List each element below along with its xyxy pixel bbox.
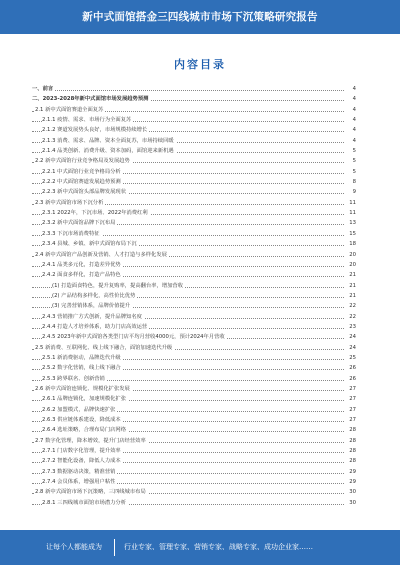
- toc-entry-page: 29: [347, 477, 356, 487]
- toc-entry-label: 2.6 新中式面馆连锁化、规模化扩张发展: [35, 384, 132, 394]
- toc-entry-label: 2.1.1 疫情、需求、市场行为全面复苏: [42, 115, 133, 125]
- toc-entry[interactable]: [32, 394, 356, 404]
- toc-entry-label: 2.2.2 中式面馆赛道发展趋势预测: [42, 177, 123, 187]
- toc-entry-page: 5: [351, 167, 356, 177]
- header-bar: [0, 0, 400, 34]
- toc-entry-page: 23: [347, 322, 356, 332]
- toc-entry-label: 2.4 新中式面馆产品创新及营销、人才打造与多样化发展: [35, 250, 169, 260]
- toc-entry[interactable]: [32, 415, 356, 425]
- toc-entry[interactable]: [32, 177, 356, 187]
- toc-entry-page: 26: [347, 363, 356, 373]
- toc-entry-page: 27: [347, 405, 356, 415]
- toc-entry[interactable]: [32, 260, 356, 270]
- table-of-contents: [32, 84, 356, 508]
- toc-entry-label: 2.8.1 三四线城市面馆市场潜力分析: [42, 498, 128, 508]
- toc-entry-label: 二、2023-2028年新中式面馆市场发展趋势预测: [32, 94, 150, 104]
- toc-entry-page: 22: [347, 301, 356, 311]
- report-title: 新中式面馆搭金三四线城市市场下沉策略研究报告: [82, 11, 318, 23]
- toc-entry[interactable]: [32, 250, 356, 260]
- toc-entry-label: 2.7.2 智能化设备，降低人力成本: [42, 456, 123, 466]
- toc-entry[interactable]: [32, 498, 356, 508]
- toc-entry-page: 11: [347, 198, 356, 208]
- toc-entry[interactable]: [32, 456, 356, 466]
- toc-entry[interactable]: [32, 198, 356, 208]
- toc-entry-label: 2.7.4 会员体系，增强用户粘性: [42, 477, 117, 487]
- toc-entry-page: 26: [347, 374, 356, 384]
- toc-entry-label: 2.2.3 新中式面馆头部品牌发展现状: [42, 187, 128, 197]
- toc-entry-page: 27: [347, 415, 356, 425]
- toc-entry-label: 2.3.2 新中式面馆品牌下沉布局: [42, 218, 117, 228]
- toc-entry[interactable]: [32, 312, 356, 322]
- toc-entry-page: 21: [347, 281, 356, 291]
- toc-entry-label: 2.3.1 2022年，下沉市场、2022年消费红利: [42, 208, 150, 218]
- toc-entry-page: 4: [351, 94, 356, 104]
- toc-entry-page: 24: [347, 343, 356, 353]
- footer-divider: [114, 539, 115, 556]
- toc-entry[interactable]: [32, 467, 356, 477]
- toc-entry-page: 29: [347, 467, 356, 477]
- toc-entry[interactable]: [32, 208, 356, 218]
- toc-entry-page: 22: [347, 312, 356, 322]
- toc-entry[interactable]: [32, 218, 356, 228]
- toc-entry[interactable]: [32, 436, 356, 446]
- toc-entry-label: 2.6.1 品牌连锁化，加速规模化扩张: [42, 394, 128, 404]
- toc-entry-label: (2) 产品结构多样化，高性价比优势: [52, 291, 137, 301]
- footer-slogan: 让每个人都能成为: [46, 543, 102, 551]
- toc-entry-label: 2.3 新中式面馆市场下沉分析: [35, 198, 105, 208]
- toc-entry-label: 2.5.2 数字化营销，线上线下融合: [42, 363, 123, 373]
- toc-entry-page: 20: [347, 260, 356, 270]
- toc-entry-page: 28: [347, 456, 356, 466]
- toc-entry-page: 27: [347, 384, 356, 394]
- toc-entry-page: 4: [351, 125, 356, 135]
- toc-entry-page: 24: [347, 332, 356, 342]
- toc-entry[interactable]: [32, 446, 356, 456]
- toc-entry[interactable]: [32, 94, 356, 104]
- toc-entry[interactable]: [32, 487, 356, 497]
- toc-entry-page: 20: [347, 250, 356, 260]
- toc-entry-page: 15: [347, 229, 356, 239]
- toc-entry[interactable]: [32, 105, 356, 115]
- toc-entry[interactable]: [32, 229, 356, 239]
- toc-entry[interactable]: [32, 301, 356, 311]
- toc-entry[interactable]: [32, 425, 356, 435]
- toc-entry-label: 2.6.2 加盟模式，品牌快速扩张: [42, 405, 117, 415]
- toc-entry[interactable]: [32, 353, 356, 363]
- toc-entry-label: 2.1 新中式面馆赛道全面复苏: [35, 105, 105, 115]
- toc-entry[interactable]: [32, 239, 356, 249]
- toc-entry[interactable]: [32, 332, 356, 342]
- toc-entry[interactable]: [32, 374, 356, 384]
- toc-entry[interactable]: [32, 270, 356, 280]
- toc-entry-label: 2.6.4 选址策略，合理布局门店网络: [42, 425, 128, 435]
- toc-entry-page: 4: [351, 115, 356, 125]
- toc-entry[interactable]: [32, 322, 356, 332]
- toc-entry-label: 2.4.5 2023年新中式面馆各类型门店平均月营收4000元，预计2024年月营收: [42, 332, 227, 342]
- toc-entry-page: 4: [351, 105, 356, 115]
- toc-leader-dots: [32, 90, 344, 91]
- footer-tagline: 行业专家、管理专家、营销专家、战略专家、成功企业家……: [124, 543, 313, 551]
- toc-entry[interactable]: [32, 291, 356, 301]
- toc-entry[interactable]: [32, 84, 356, 94]
- toc-entry-label: 2.4.4 打造人才培养体系，助力门店高效运营: [42, 322, 149, 332]
- toc-entry[interactable]: [32, 187, 356, 197]
- toc-heading: 内容目录: [174, 58, 226, 71]
- toc-entry-page: 25: [347, 353, 356, 363]
- toc-entry-label: (1) 打造面食特色，提升复购率，提高翻台率，增加营收: [52, 281, 185, 291]
- toc-entry-label: 2.7.3 数据驱动决策，精准营销: [42, 467, 117, 477]
- toc-entry-page: 4: [351, 84, 356, 94]
- toc-entry[interactable]: [32, 405, 356, 415]
- toc-entry-label: 2.1.4 品类创新、消费升级、资本加码，面馆迎来新机遇: [42, 146, 176, 156]
- footer-bar: [0, 530, 400, 565]
- toc-entry-page: 21: [347, 270, 356, 280]
- toc-entry[interactable]: [32, 363, 356, 373]
- toc-entry-label: 2.8 新中式面馆市场下沉策略，三四线城市布局: [35, 487, 148, 497]
- toc-entry-page: 5: [351, 146, 356, 156]
- toc-entry[interactable]: [32, 477, 356, 487]
- toc-entry-label: 2.5.1 新消费驱动，品牌迭代升级: [42, 353, 123, 363]
- toc-entry-page: 13: [347, 218, 356, 228]
- toc-entry-label: 2.4.1 品类多元化，打造差异优势: [42, 260, 123, 270]
- toc-entry-label: 2.3.4 县城、乡镇、新中式面馆布局下沉: [42, 239, 139, 249]
- toc-entry[interactable]: [32, 156, 356, 166]
- toc-entry-page: 30: [347, 498, 356, 508]
- toc-entry[interactable]: [32, 167, 356, 177]
- toc-entry-page: 4: [351, 136, 356, 146]
- toc-entry-label: 2.3.3 下沉市场消费特征: [42, 229, 102, 239]
- toc-entry-page: 28: [347, 446, 356, 456]
- toc-entry-page: 28: [347, 436, 356, 446]
- toc-entry-label: 2.7.1 门店数字化管理，提升效率: [42, 446, 123, 456]
- toc-entry-label: 2.4.3 营销推广方式创新，提升品牌知名度: [42, 312, 144, 322]
- toc-entry-page: 30: [347, 487, 356, 497]
- toc-entry[interactable]: [32, 125, 356, 135]
- toc-entry-page: 27: [347, 394, 356, 404]
- toc-entry-page: 8: [351, 177, 356, 187]
- toc-entry[interactable]: [32, 384, 356, 394]
- toc-entry-label: 2.1.3 消费、需求、品牌、资本全面复苏，市场持续回暖: [42, 136, 176, 146]
- toc-entry-label: 2.1.2 赛道发展势头良好，市场规模持续增长: [42, 125, 149, 135]
- toc-entry-label: (3) 完善营销体系，品牌价值提升: [52, 301, 132, 311]
- toc-entry-label: 2.6.3 供应链体系建设，降低成本: [42, 415, 123, 425]
- toc-entry[interactable]: [32, 136, 356, 146]
- toc-entry[interactable]: [32, 115, 356, 125]
- toc-entry-page: 18: [347, 239, 356, 249]
- toc-entry-label: 2.4.2 面食多样化，打造产品特色: [42, 270, 123, 280]
- toc-entry-label: 2.7 数字化管理，降本增效，提升门店经营效率: [35, 436, 148, 446]
- toc-entry[interactable]: [32, 343, 356, 353]
- toc-entry-page: 5: [351, 156, 356, 166]
- toc-entry-page: 28: [347, 425, 356, 435]
- toc-entry-page: 11: [347, 208, 356, 218]
- toc-entry-label: 一、前言: [32, 84, 55, 94]
- toc-entry-label: 2.5.3 跨界联名、创新营销: [42, 374, 107, 384]
- toc-entry-page: 9: [351, 187, 356, 197]
- toc-entry-label: 2.2 新中式面馆行业竞争格局及发展趋势: [35, 156, 132, 166]
- toc-entry-label: 2.2.1 中式面馆行业竞争格局分析: [42, 167, 123, 177]
- toc-entry-page: 21: [347, 291, 356, 301]
- toc-entry-label: 2.5 新消费、互联网化、线上线下融合，面馆加速迭代升级: [35, 343, 174, 353]
- toc-entry[interactable]: [32, 146, 356, 156]
- toc-entry[interactable]: [32, 281, 356, 291]
